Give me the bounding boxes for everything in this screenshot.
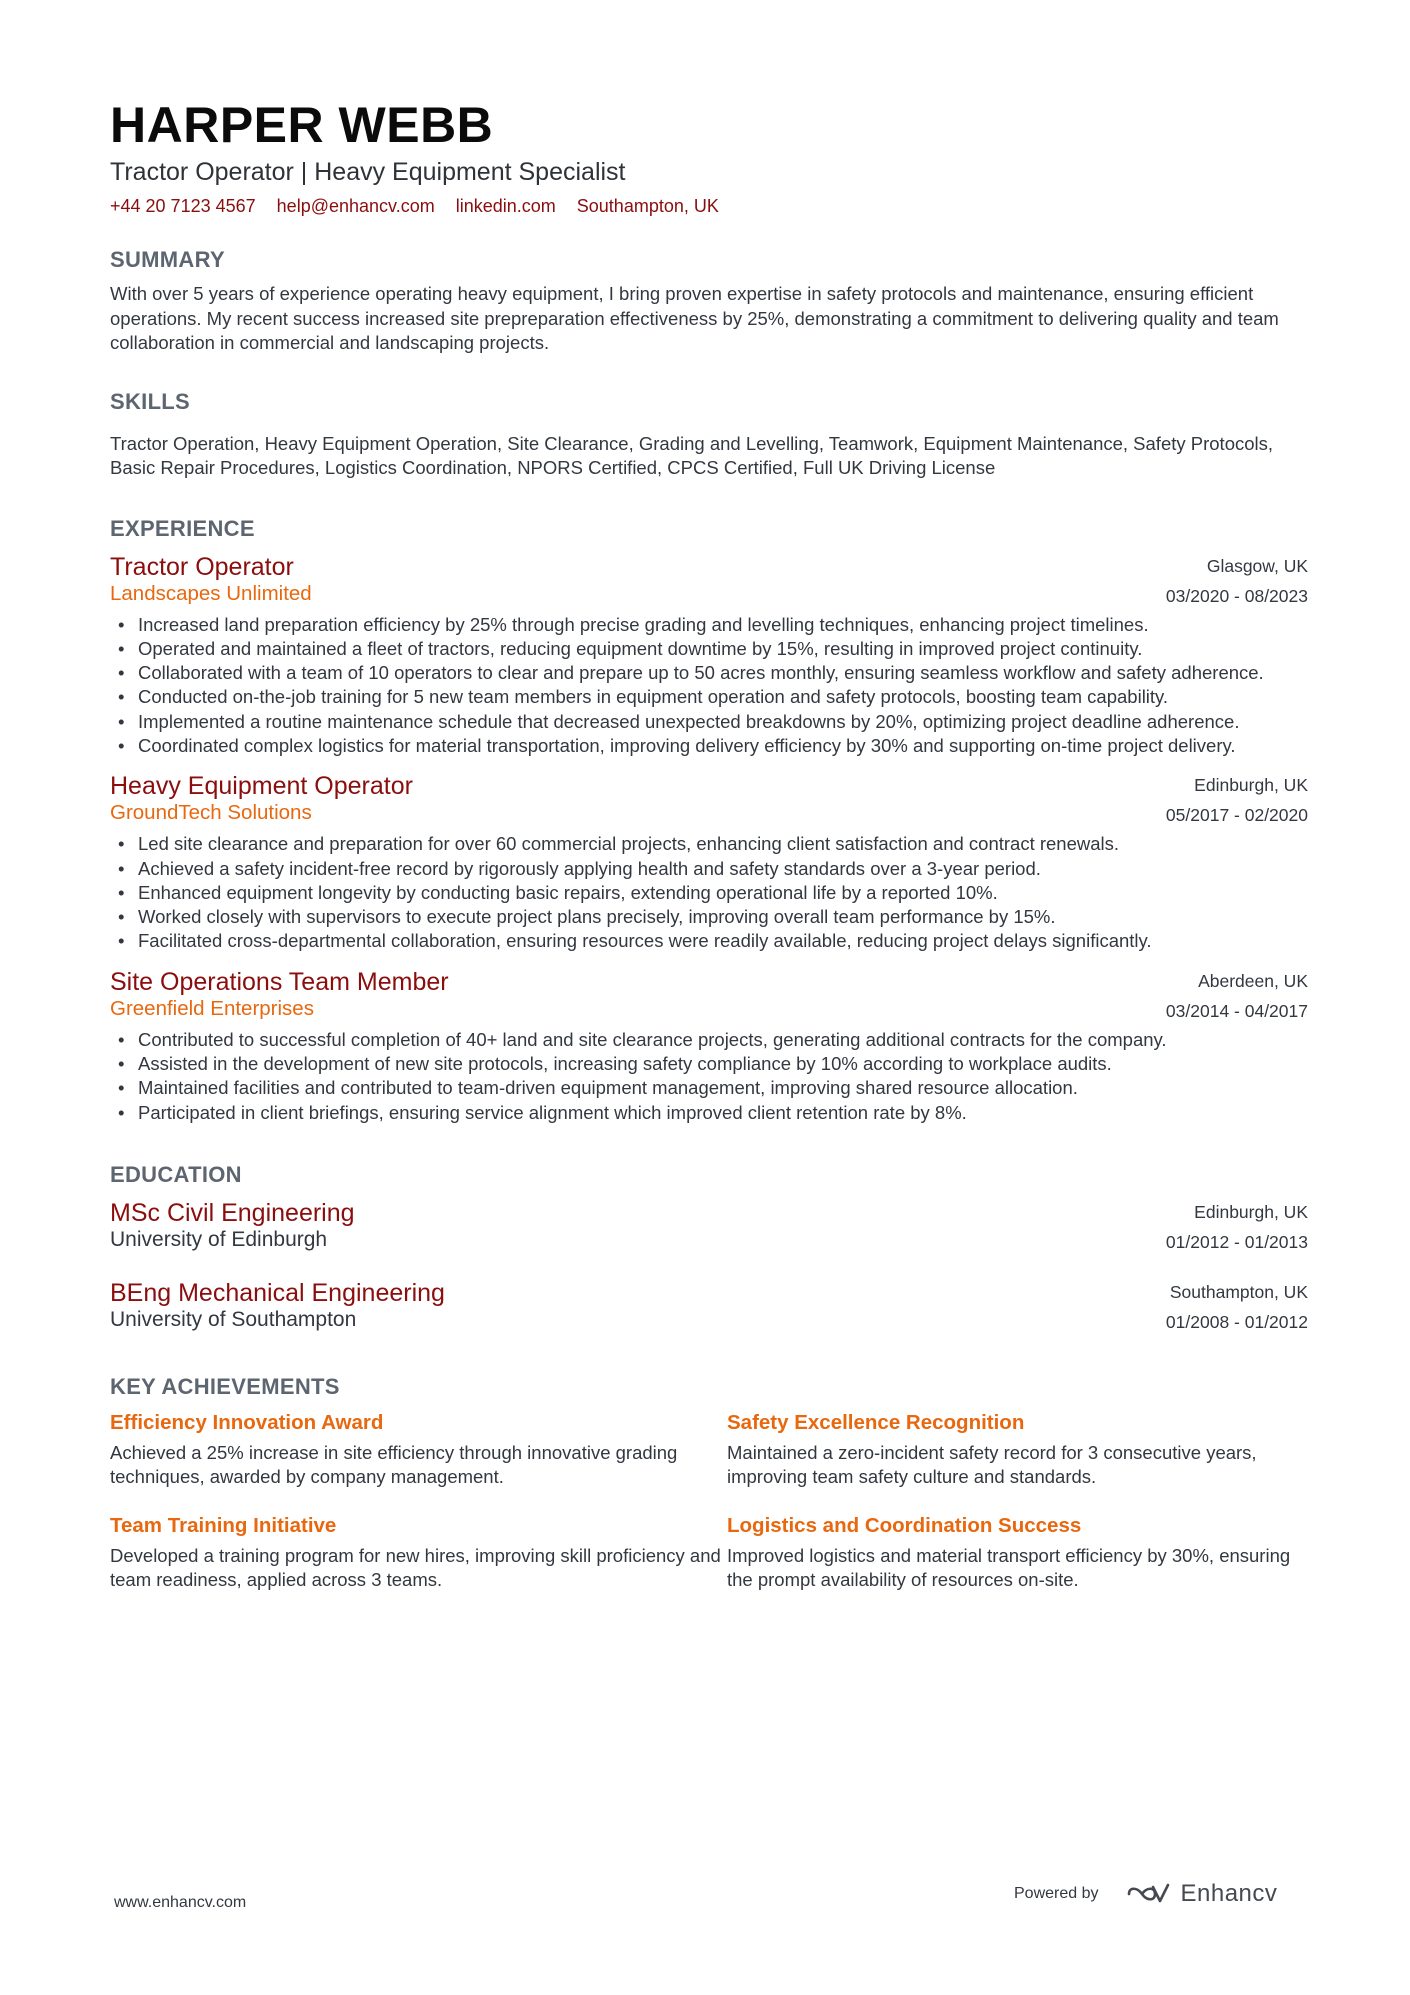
achievement-item: [727, 1409, 1308, 1490]
job-dates: 03/2014 - 04/2017: [1165, 1000, 1308, 1021]
powered-by-label: Powered by: [1014, 1885, 1099, 1902]
experience-section: [110, 515, 1308, 1125]
list-item: • Led site clearance and preparation for over 60 commercial projects, enhancing client satisfaction and contract renewals.: [110, 832, 1308, 856]
section-title-achievements: KEY ACHIEVEMENTS: [110, 1373, 340, 1399]
list-item: • Operated and maintained a fleet of tractors, reducing equipment downtime by 15%, resulting in improved project continuity.: [110, 637, 1308, 661]
job-bullets: [110, 832, 1308, 953]
job-company: GroundTech Solutions: [110, 801, 312, 825]
candidate-headline: Tractor Operator | Heavy Equipment Specialist: [110, 158, 626, 186]
experience-entry: [110, 770, 1308, 953]
education-section: [110, 1161, 1308, 1337]
summary-section: [110, 246, 1308, 356]
education-entry: [110, 1277, 1308, 1337]
footer-website[interactable]: www.enhancv.com: [114, 1894, 247, 1911]
achievement-desc: Improved logistics and material transport efficiency by 30%, ensuring the prompt availability of resources on-site.: [727, 1544, 1291, 1591]
degree-title: MSc Civil Engineering: [110, 1198, 355, 1227]
job-location: Edinburgh, UK: [1194, 775, 1308, 796]
list-item: • Conducted on-the-job training for 5 new team members in equipment operation and safety protocols, boosting team capability.: [110, 685, 1308, 709]
section-title-skills: SKILLS: [110, 388, 191, 414]
list-item: • Maintained facilities and contributed to team-driven equipment management, improving shared resource allocation.: [110, 1076, 1308, 1100]
section-title-experience: EXPERIENCE: [110, 515, 255, 541]
achievement-title: Team Training Initiative: [110, 1513, 337, 1537]
job-dates: 03/2020 - 08/2023: [1165, 585, 1308, 606]
job-company: Landscapes Unlimited: [110, 581, 312, 605]
list-item: • Contributed to successful completion of 40+ land and site clearance projects, generating additional contracts for the company.: [110, 1028, 1308, 1052]
brand-name: Enhancv: [1180, 1880, 1278, 1907]
achievements-section: [110, 1373, 1308, 1593]
list-item: • Implemented a routine maintenance schedule that decreased unexpected breakdowns by 20%, optimizing project deadline adherence.: [110, 710, 1308, 734]
job-role: Heavy Equipment Operator: [110, 772, 413, 801]
achievement-title: Logistics and Coordination Success: [727, 1513, 1082, 1537]
education-location: Edinburgh, UK: [1194, 1201, 1308, 1222]
education-location: Southampton, UK: [1169, 1281, 1308, 1302]
contact-bar: [110, 194, 1308, 218]
job-dates: 05/2017 - 02/2020: [1165, 805, 1308, 826]
skills-section: [110, 388, 1308, 481]
summary-text: With over 5 years of experience operating heavy equipment, I bring proven expertise in safety protocols and maintenance, ensuring efficient operations. My recent success increased site prepreparation effectiveness by 25%, demonstrating a commitment to delivering quality and team collaboration in commercial and landscaping projects.: [110, 283, 1279, 353]
job-location: Glasgow, UK: [1206, 555, 1308, 576]
experience-entry: [110, 551, 1308, 759]
contact-phone[interactable]: +44 20 7123 4567: [110, 196, 256, 216]
job-role: Site Operations Team Member: [110, 967, 449, 996]
list-item: • Facilitated cross-departmental collaboration, ensuring resources were readily available, reducing project delays significantly.: [110, 929, 1308, 953]
list-item: • Assisted in the development of new site protocols, increasing safety compliance by 10% according to workplace audits.: [110, 1052, 1308, 1076]
section-title-education: EDUCATION: [110, 1161, 242, 1187]
job-location: Aberdeen, UK: [1198, 970, 1308, 991]
degree-title: BEng Mechanical Engineering: [110, 1278, 445, 1307]
section-title-summary: SUMMARY: [110, 247, 225, 272]
contact-linkedin[interactable]: linkedin.com: [455, 196, 556, 216]
achievement-desc: Maintained a zero-incident safety record for 3 consecutive years, improving team safety culture and standards.: [727, 1441, 1257, 1488]
contact-email[interactable]: help@enhancv.com: [276, 196, 435, 216]
candidate-name: HARPER WEBB: [110, 97, 494, 153]
list-item: • Participated in client briefings, ensuring service alignment which improved client retention rate by 8%.: [110, 1101, 1308, 1125]
experience-entry: [110, 966, 1308, 1125]
job-bullets: [110, 613, 1308, 759]
achievement-item: [110, 1409, 727, 1490]
achievement-item: [110, 1512, 727, 1593]
achievement-desc: Developed a training program for new hires, improving skill proficiency and team readiness, applied across 3 teams.: [110, 1544, 721, 1591]
education-entry: [110, 1197, 1308, 1257]
education-dates: 01/2012 - 01/2013: [1165, 1231, 1308, 1252]
job-bullets: [110, 1028, 1308, 1125]
job-role: Tractor Operator: [110, 552, 294, 581]
achievement-title: Safety Excellence Recognition: [727, 1410, 1025, 1434]
enhancv-logo-icon: [1125, 1882, 1171, 1906]
school-name: University of Southampton: [110, 1307, 357, 1331]
achievement-desc: Achieved a 25% increase in site efficiency through innovative grading techniques, awarded by company management.: [110, 1441, 678, 1488]
achievement-title: Efficiency Innovation Award: [110, 1410, 384, 1434]
job-company: Greenfield Enterprises: [110, 996, 314, 1020]
list-item: • Collaborated with a team of 10 operators to clear and prepare up to 50 acres monthly, ensuring seamless workflow and safety adherence.: [110, 661, 1308, 685]
list-item: • Enhanced equipment longevity by conducting basic repairs, extending operational life by a reported 10%.: [110, 881, 1308, 905]
list-item: • Coordinated complex logistics for material transportation, improving delivery efficiency by 30% and supporting on-time project delivery.: [110, 734, 1308, 758]
list-item: • Increased land preparation efficiency by 25% through precise grading and levelling techniques, enhancing project timelines.: [110, 613, 1308, 637]
skills-text: Tractor Operation, Heavy Equipment Operation, Site Clearance, Grading and Levelling, Teamwork, Equipment Maintenance, Safety Protocols, Basic Repair Procedures, Logistics Coordination, NPORS Certified, CPCS Certified, Full UK Driving License: [110, 432, 1274, 478]
list-item: • Worked closely with supervisors to execute project plans precisely, improving overall team performance by 15%.: [110, 905, 1308, 929]
enhancv-logo[interactable]: [1125, 1880, 1278, 1908]
list-item: • Achieved a safety incident-free record by rigorously applying health and safety standards over a 3-year period.: [110, 857, 1308, 881]
resume-page: [110, 96, 1308, 1593]
contact-location: Southampton, UK: [576, 196, 719, 216]
footer-branding: [1014, 1880, 1277, 1908]
education-dates: 01/2008 - 01/2012: [1165, 1311, 1308, 1332]
school-name: University of Edinburgh: [110, 1227, 328, 1251]
achievement-item: [727, 1512, 1308, 1593]
